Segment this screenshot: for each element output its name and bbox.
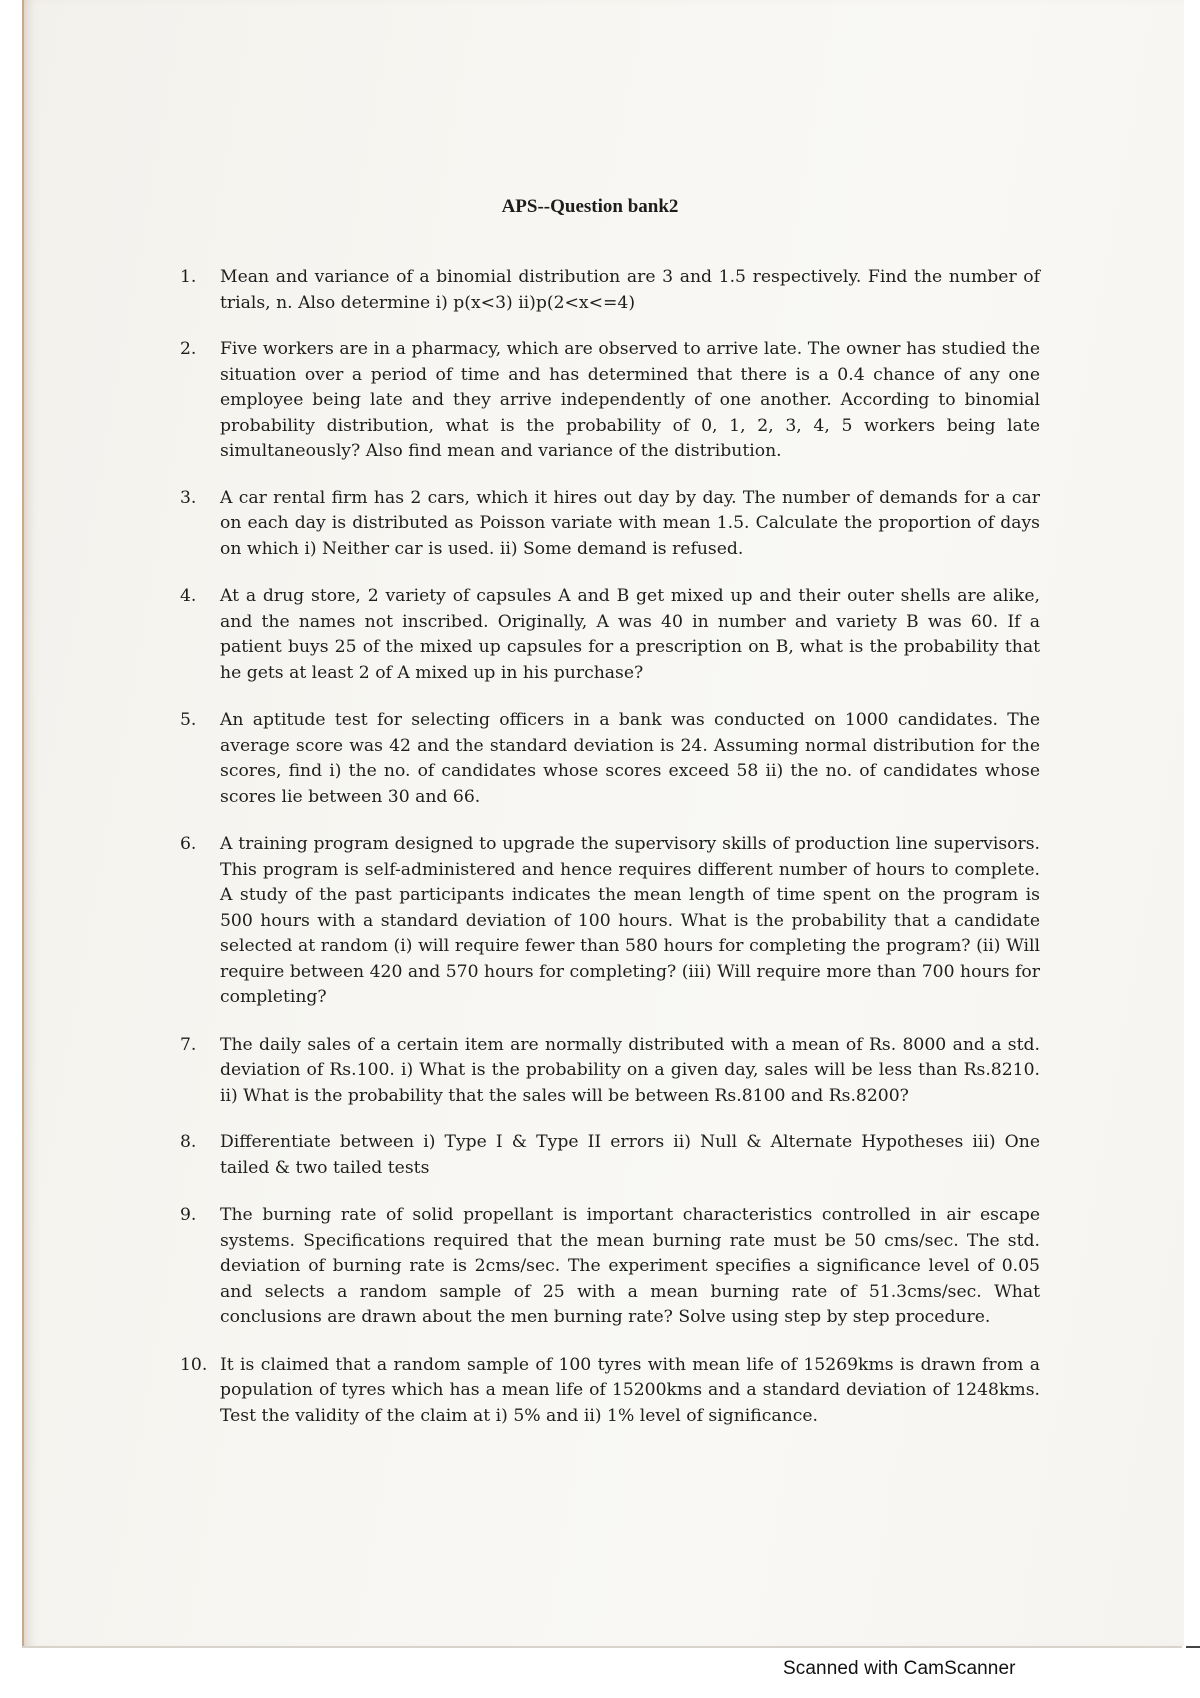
question-text: A car rental firm has 2 cars, which it hires out day by day. The number of demands for a car on each day is distributed as Poisson variate with mean 1.5. Calculate the proportion of days on which i) Neither car is used. ii) Some demand is refused. xyxy=(220,487,1040,559)
question-item xyxy=(180,265,1040,316)
question-item xyxy=(180,1203,1040,1331)
question-text: An aptitude test for selecting officers in a bank was conducted on 1000 candidates. The average score was 42 and the standard deviation is 24. Assuming normal distribution for the scores, find i) the no. of candidates whose scores exceed 58 ii) the no. of candidates whose scores lie between 30 and 66. xyxy=(220,710,1040,807)
paper-corner-mark xyxy=(1186,1646,1200,1648)
paper-bottom-edge xyxy=(22,1646,1182,1648)
question-item xyxy=(180,1130,1040,1181)
question-text: The daily sales of a certain item are normally distributed with a mean of Rs. 8000 and a std. deviation of Rs.100. i) What is the probability on a given day, sales will be less than Rs.8210. ii) What is the probability that the sales will be between Rs.8100 and Rs.8200? xyxy=(220,1034,1040,1106)
question-number: 7. xyxy=(180,1034,197,1055)
question-number: 2. xyxy=(180,339,197,359)
question-item xyxy=(180,1033,1040,1110)
question-item xyxy=(180,832,1040,1011)
question-number: 4. xyxy=(180,586,197,606)
question-text: At a drug store, 2 variety of capsules A and B get mixed up and their outer shells are alike, and the names not inscribed. Originally, A was 40 in number and variety B was 60. If a patient buys 25 of the mixed up capsules for a prescription on B, what is the probability that he gets at least 2 of A mixed up in his purchase? xyxy=(220,586,1040,683)
question-list xyxy=(180,265,1040,1429)
document-title-wrap xyxy=(0,196,1200,218)
question-text: A training program designed to upgrade the supervisory skills of production line supervisors. This program is self-administered and hence requires different number of hours to complete. A study of the past participants indicates the mean length of time spent on the program is 500 hours with a standard deviation of 100 hours. What is the probability that a candidate selected at random (i) will require fewer than 580 hours for completing the program? (ii) Will require between 420 and 570 hours for completing? (iii) Will require more than 700 hours for completing? xyxy=(220,834,1040,1007)
question-text: Five workers are in a pharmacy, which are observed to arrive late. The owner has studied the situation over a period of time and has determined that there is a 0.4 chance of any one employee being late and they arrive independently of one another. According to binomial probability distribution, what is the probability of 0, 1, 2, 3, 4, 5 workers being late simultaneously? Also find mean and variance of the distribution. xyxy=(220,339,1040,461)
question-number: 6. xyxy=(180,834,197,854)
question-text: The burning rate of solid propellant is important characteristics controlled in air escape systems. Specifications required that the mean burning rate must be 50 cms/sec. The std. deviation of burning rate is 2cms/sec. The experiment specifies a significance level of 0.05 and selects a random sample of 25 with a mean burning rate of 51.3cms/sec. What conclusions are drawn about the men burning rate? Solve using step by step procedure. xyxy=(220,1205,1040,1327)
question-item xyxy=(180,486,1040,563)
question-number: 5. xyxy=(180,710,197,730)
question-number: 9. xyxy=(180,1205,197,1225)
question-text: Differentiate between i) Type I & Type II errors ii) Null & Alternate Hypotheses iii) One tailed & two tailed tests xyxy=(220,1132,1040,1178)
document-title: APS--Question bank2 xyxy=(501,196,679,217)
question-number: 10. xyxy=(180,1354,208,1375)
question-item xyxy=(180,584,1040,686)
camscanner-watermark: Scanned with CamScanner xyxy=(783,1658,1016,1679)
question-item xyxy=(180,708,1040,810)
question-number: 8. xyxy=(180,1132,197,1152)
question-number: 1. xyxy=(180,267,197,287)
question-text: Mean and variance of a binomial distribution are 3 and 1.5 respectively. Find the number of trials, n. Also determine i) p(x<3) ii)p(2<x<=4) xyxy=(220,267,1040,313)
question-item xyxy=(180,1353,1040,1430)
question-text: It is claimed that a random sample of 100 tyres with mean life of 15269kms is drawn from a population of tyres which has a mean life of 15200kms and a standard deviation of 1248kms. Test the validity of the claim at i) 5% and ii) 1% level of significance. xyxy=(220,1354,1040,1426)
question-number: 3. xyxy=(180,487,197,508)
question-item xyxy=(180,337,1040,465)
